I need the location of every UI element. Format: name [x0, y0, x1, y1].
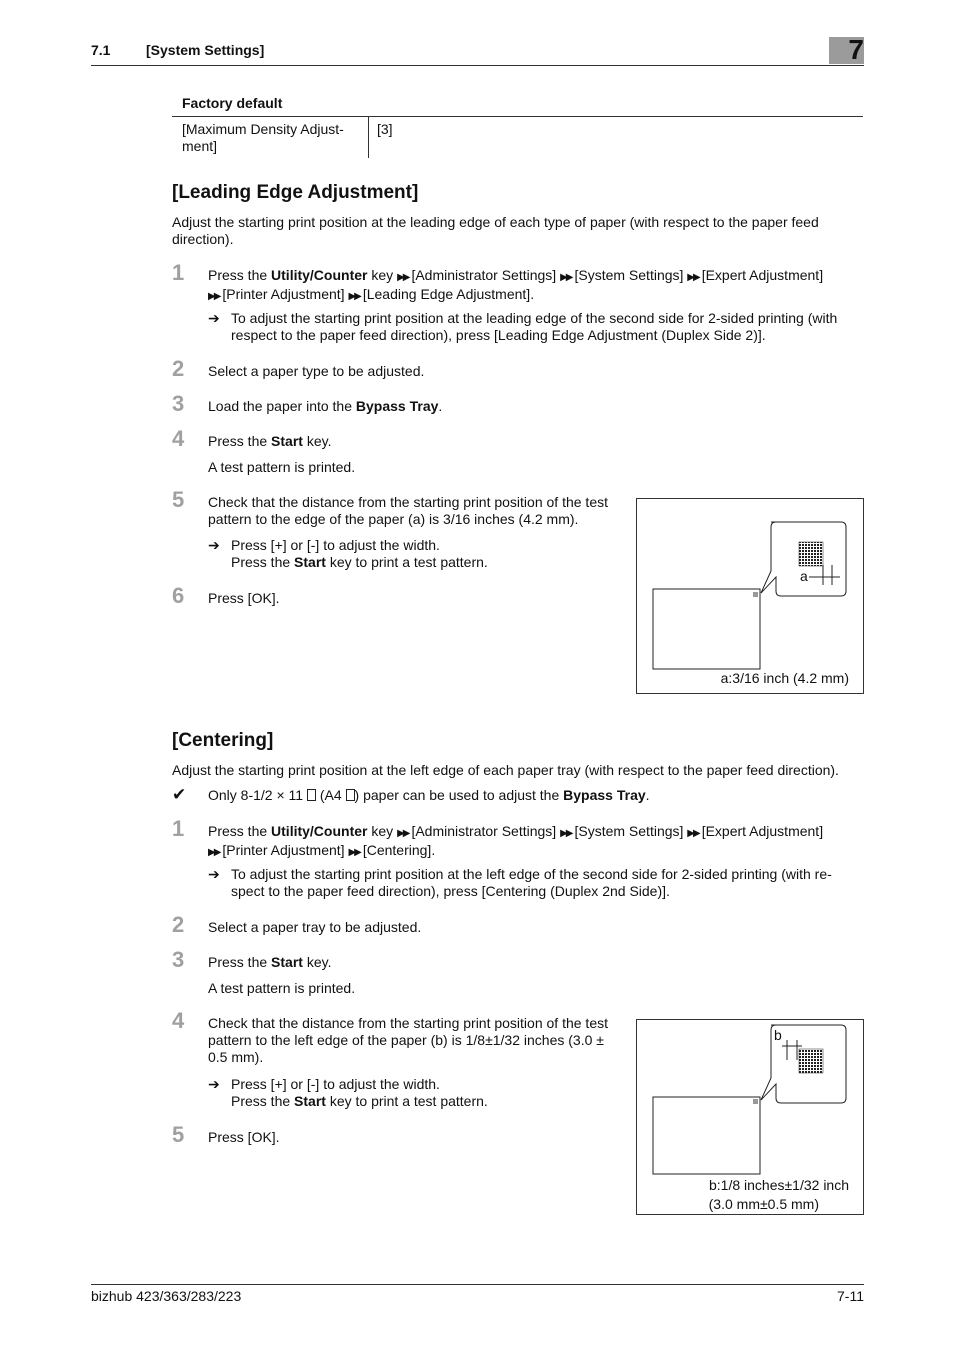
- step-number: 1: [172, 260, 185, 285]
- double-arrow-icon: ▶▶: [560, 272, 572, 283]
- step-number: 5: [172, 487, 185, 512]
- step-text: Check that the distance from the starting print position of the test pattern to the edge of the paper (a) is 3/16 inches (4.2 mm).: [208, 494, 608, 527]
- figure-caption: a:3/16 inch (4.2 mm): [720, 670, 849, 686]
- arrow-icon: ➔: [208, 537, 220, 553]
- step-number: 4: [172, 426, 185, 451]
- figure-caption-line1: b:1/8 inches±1/32 inch: [709, 1177, 849, 1193]
- double-arrow-icon: ▶▶: [208, 291, 220, 302]
- centering-heading: [Centering]: [172, 730, 274, 751]
- double-arrow-icon: ▶▶: [687, 272, 699, 283]
- step-number: 5: [172, 1122, 185, 1147]
- section-number: 7.1: [91, 42, 111, 58]
- double-arrow-icon: ▶▶: [560, 828, 572, 839]
- arrow-icon: ➔: [208, 1076, 220, 1092]
- step-number: 2: [172, 912, 185, 937]
- prerequisite-text: Only 8-1/2 × 11 (A4 ) paper can be used to adjust the Bypass Tray.: [208, 787, 650, 803]
- checkmark-icon: ✔: [172, 785, 187, 804]
- step-text: Press the Utility/Counter key ▶▶ [Administrator Settings] ▶▶ [System Settings] ▶▶ [Expert Adjustment] ▶▶ [Printer Adjustment] ▶▶ [Leading Edge Adjustment].: [208, 267, 824, 302]
- table-divider: [368, 117, 369, 158]
- test-pattern-diagram: [637, 499, 863, 693]
- step-subtext: Press [+] or [-] to adjust the width. Press the Start key to print a test pattern.: [231, 1076, 488, 1109]
- chapter-number: 7: [848, 34, 864, 65]
- step-text: Press the Utility/Counter key ▶▶ [Administrator Settings] ▶▶ [System Settings] ▶▶ [Expert Adjustment] ▶▶ [Printer Adjustment] ▶▶ [Centering].: [208, 823, 824, 858]
- step-text: Select a paper type to be adjusted.: [208, 363, 425, 379]
- marker-a: a: [800, 568, 808, 584]
- table-cell-setting: [Maximum Density Adjust-ment]: [182, 121, 344, 154]
- arrow-icon: ➔: [208, 866, 220, 882]
- portrait-paper-icon: [307, 789, 316, 801]
- marker-b: b: [774, 1027, 782, 1043]
- figure-caption-line2: (3.0 mm±0.5 mm): [708, 1196, 819, 1212]
- leading-edge-figure: [636, 498, 864, 694]
- factory-default-label: Factory default: [182, 95, 283, 111]
- table-cell-value: [3]: [377, 121, 393, 137]
- step-number: 3: [172, 391, 185, 416]
- step-number: 3: [172, 947, 185, 972]
- centering-intro: Adjust the starting print position at the left edge of each paper tray (with respect to the paper feed direction).: [172, 762, 839, 778]
- header-rule: [91, 65, 864, 66]
- step-text: Load the paper into the Bypass Tray.: [208, 398, 443, 414]
- step-subtext: Press [+] or [-] to adjust the width. Press the Start key to print a test pattern.: [231, 537, 488, 570]
- section-title: [System Settings]: [146, 42, 265, 58]
- step-result: A test pattern is printed.: [208, 980, 356, 996]
- step-text: Press [OK].: [208, 590, 280, 606]
- leading-edge-heading: [Leading Edge Adjustment]: [172, 182, 419, 203]
- step-number: 6: [172, 583, 185, 608]
- step-text: Press [OK].: [208, 1129, 280, 1145]
- step-subtext: To adjust the starting print position at the left edge of the second side for 2-sided printing (with re-spect to the paper feed direction), press [Centering (Duplex 2nd Side)].: [231, 866, 832, 899]
- page-number: 7-11: [837, 1288, 864, 1304]
- step-text: Press the Start key.: [208, 433, 332, 449]
- double-arrow-icon: ▶▶: [397, 828, 409, 839]
- step-subtext: To adjust the starting print position at the leading edge of the second side for 2-sided printing (with respect to the paper feed direction), press [Leading Edge Adjustment (Duplex Side 2)].: [231, 310, 838, 343]
- double-arrow-icon: ▶▶: [208, 847, 220, 858]
- double-arrow-icon: ▶▶: [348, 291, 360, 302]
- centering-figure: [636, 1019, 864, 1215]
- step-result: A test pattern is printed.: [208, 459, 356, 475]
- arrow-icon: ➔: [208, 310, 220, 326]
- step-text: Press the Start key.: [208, 954, 332, 970]
- double-arrow-icon: ▶▶: [687, 828, 699, 839]
- footer-model: bizhub 423/363/283/223: [91, 1288, 242, 1304]
- double-arrow-icon: ▶▶: [397, 272, 409, 283]
- step-text: Select a paper tray to be adjusted.: [208, 919, 422, 935]
- step-text: Check that the distance from the starting print position of the test pattern to the left edge of the paper (b) is 1/8±1/32 inches (3.0 ± 0.5 mm).: [208, 1015, 608, 1065]
- table-rule: [172, 116, 863, 117]
- footer-rule: [91, 1284, 864, 1285]
- step-number: 4: [172, 1008, 185, 1033]
- step-number: 1: [172, 816, 185, 841]
- step-number: 2: [172, 356, 185, 381]
- portrait-paper-icon: [346, 789, 355, 801]
- double-arrow-icon: ▶▶: [348, 847, 360, 858]
- leading-edge-intro: Adjust the starting print position at the leading edge of each type of paper (with respect to the paper feed direction).: [172, 214, 819, 247]
